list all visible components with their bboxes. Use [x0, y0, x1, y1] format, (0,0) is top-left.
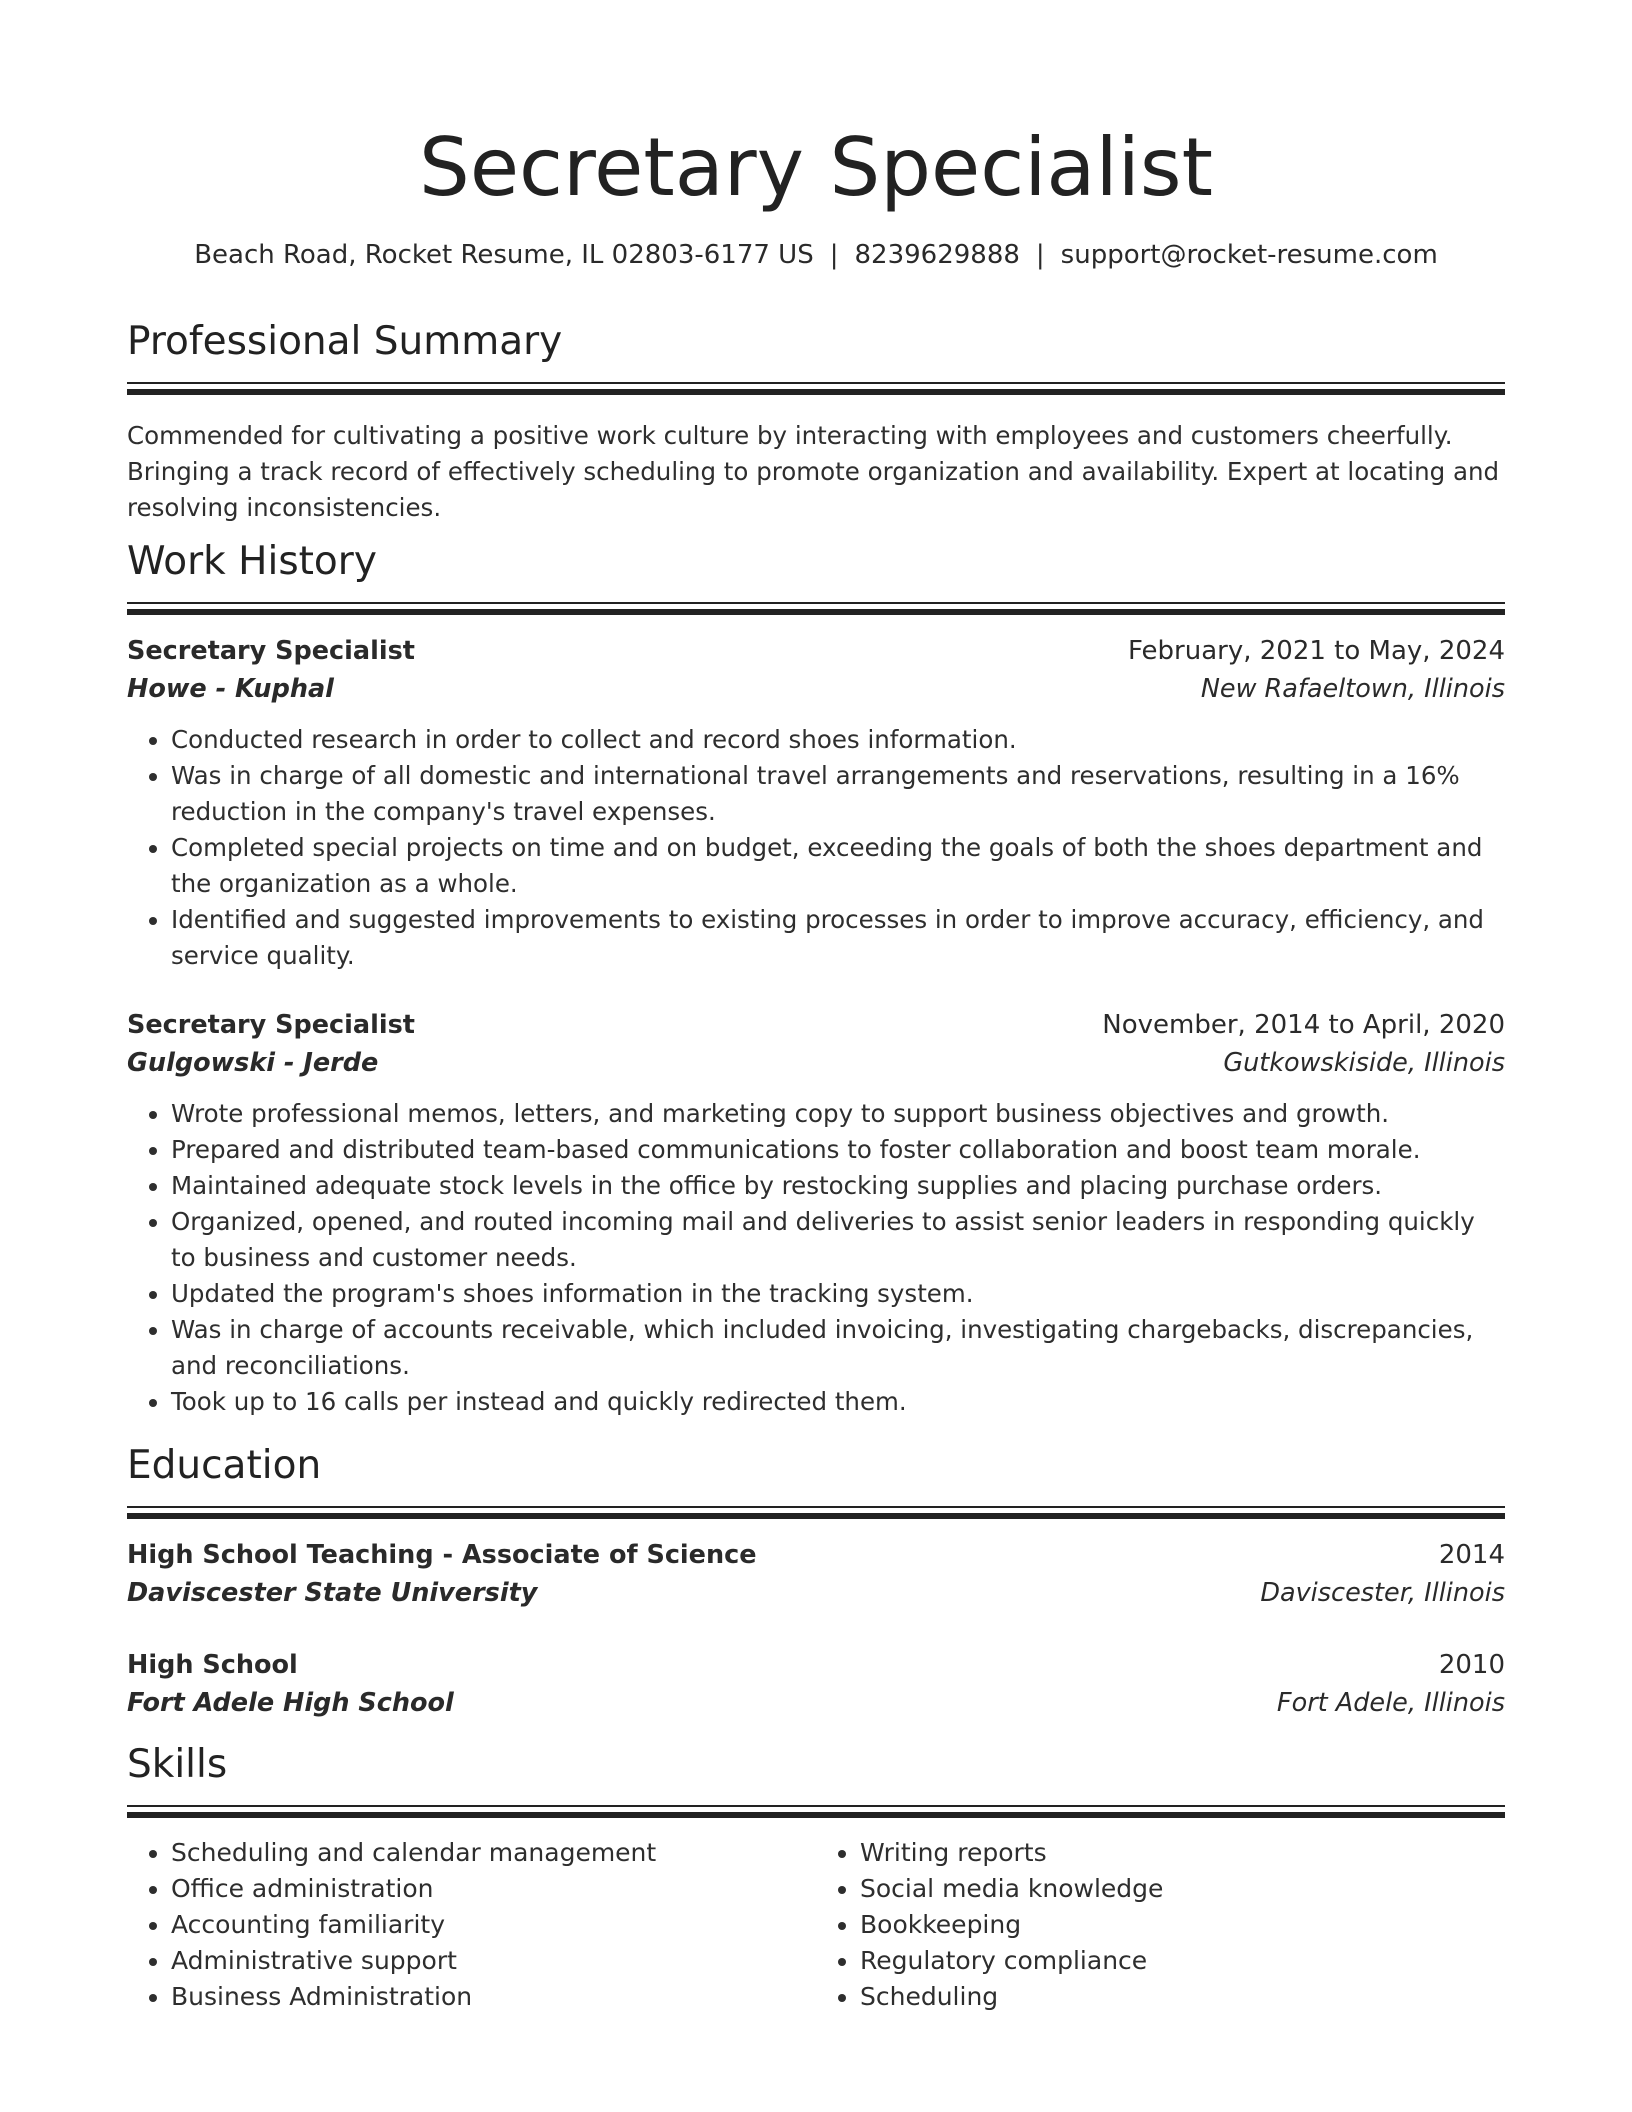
list-item: • Identified and suggested improvements to existing processes in order to improve accuracy, efficiency, and service quality. [171, 902, 1505, 974]
degree: High School Teaching - Associate of Science [127, 1540, 757, 1570]
job-title: Secretary Specialist [127, 636, 415, 666]
phone: 8239629888 [854, 240, 1020, 270]
degree: High School [127, 1650, 298, 1680]
list-item: • Updated the program's shoes information in the tracking system. [171, 1276, 1505, 1312]
skills-section [127, 1739, 1505, 2015]
section-title-work: Work History [127, 539, 377, 584]
graduation-year: 2010 [1438, 1650, 1505, 1680]
section-divider [127, 1506, 1505, 1520]
skills-list-left [127, 1835, 816, 2015]
school-name: Fort Adele High School [127, 1688, 454, 1718]
skill-item: • Bookkeeping [860, 1907, 1505, 1943]
job-location: New Rafaeltown, Illinois [1200, 674, 1505, 704]
skill-item: • Social media knowledge [860, 1871, 1505, 1907]
skills-columns [127, 1835, 1505, 2015]
contact-separator: | [1035, 240, 1045, 270]
email-link[interactable]: support@rocket-resume.com [1060, 240, 1438, 270]
list-item: • Prepared and distributed team-based communications to foster collaboration and boost team morale. [171, 1132, 1505, 1168]
skill-item: • Regulatory compliance [860, 1943, 1505, 1979]
job-bullets [127, 1096, 1505, 1420]
list-item: • Was in charge of all domestic and international travel arrangements and reservations, resulting in a 16% reduction in the company's travel expenses. [171, 758, 1505, 830]
school-name: Daviscester State University [127, 1578, 538, 1608]
address: Beach Road, Rocket Resume, IL 02803-6177 US [194, 240, 814, 270]
summary-text: Commended for cultivating a positive work culture by interacting with employees and customers cheerfully. Bringing a track record of effectively scheduling to promote organization and availability. Expert at locating and resolving inconsistencies. [127, 421, 1500, 522]
section-title-skills: Skills [127, 1742, 228, 1787]
section-title-summary: Professional Summary [127, 319, 563, 364]
list-item: • Was in charge of accounts receivable, which included invoicing, investigating chargebacks, discrepancies, and reconciliations. [171, 1312, 1505, 1384]
work-section [127, 536, 1505, 1420]
job-entry [127, 1006, 1505, 1420]
job-dates: February, 2021 to May, 2024 [1128, 636, 1505, 666]
section-divider [127, 382, 1505, 396]
list-item: • Completed special projects on time and on budget, exceeding the goals of both the shoes department and the organization as a whole. [171, 830, 1505, 902]
job-entry [127, 632, 1505, 974]
skill-item: • Office administration [171, 1871, 816, 1907]
section-divider [127, 602, 1505, 616]
school-location: Fort Adele, Illinois [1276, 1688, 1505, 1718]
education-entry [127, 1536, 1505, 1612]
skill-item: • Writing reports [860, 1835, 1505, 1871]
contact-separator: | [829, 240, 839, 270]
section-divider [127, 1805, 1505, 1819]
skill-item: • Business Administration [171, 1979, 816, 2015]
contact-line [127, 238, 1505, 272]
list-item: • Organized, opened, and routed incoming mail and deliveries to assist senior leaders in responding quickly to business and customer needs. [171, 1204, 1505, 1276]
education-entry [127, 1646, 1505, 1722]
list-item: • Maintained adequate stock levels in the office by restocking supplies and placing purchase orders. [171, 1168, 1505, 1204]
job-company: Gulgowski - Jerde [127, 1048, 379, 1078]
skill-item: • Administrative support [171, 1943, 816, 1979]
list-item: • Conducted research in order to collect and record shoes information. [171, 722, 1505, 758]
job-location: Gutkowskiside, Illinois [1223, 1048, 1505, 1078]
job-company: Howe - Kuphal [127, 674, 334, 704]
summary-section [127, 316, 1505, 526]
job-bullets [127, 722, 1505, 974]
section-title-education: Education [127, 1443, 322, 1488]
job-title: Secretary Specialist [127, 1010, 415, 1040]
skill-item: • Scheduling and calendar management [171, 1835, 816, 1871]
skills-list-right [816, 1835, 1505, 2015]
job-dates: November, 2014 to April, 2020 [1102, 1010, 1505, 1040]
skill-item: • Accounting familiarity [171, 1907, 816, 1943]
list-item: • Wrote professional memos, letters, and marketing copy to support business objectives and growth. [171, 1096, 1505, 1132]
list-item: • Took up to 16 calls per instead and quickly redirected them. [171, 1384, 1505, 1420]
resume-name: Secretary Specialist [419, 121, 1213, 214]
education-section [127, 1440, 1505, 1722]
skill-item: • Scheduling [860, 1979, 1505, 2015]
school-location: Daviscester, Illinois [1260, 1578, 1505, 1608]
graduation-year: 2014 [1438, 1540, 1505, 1570]
